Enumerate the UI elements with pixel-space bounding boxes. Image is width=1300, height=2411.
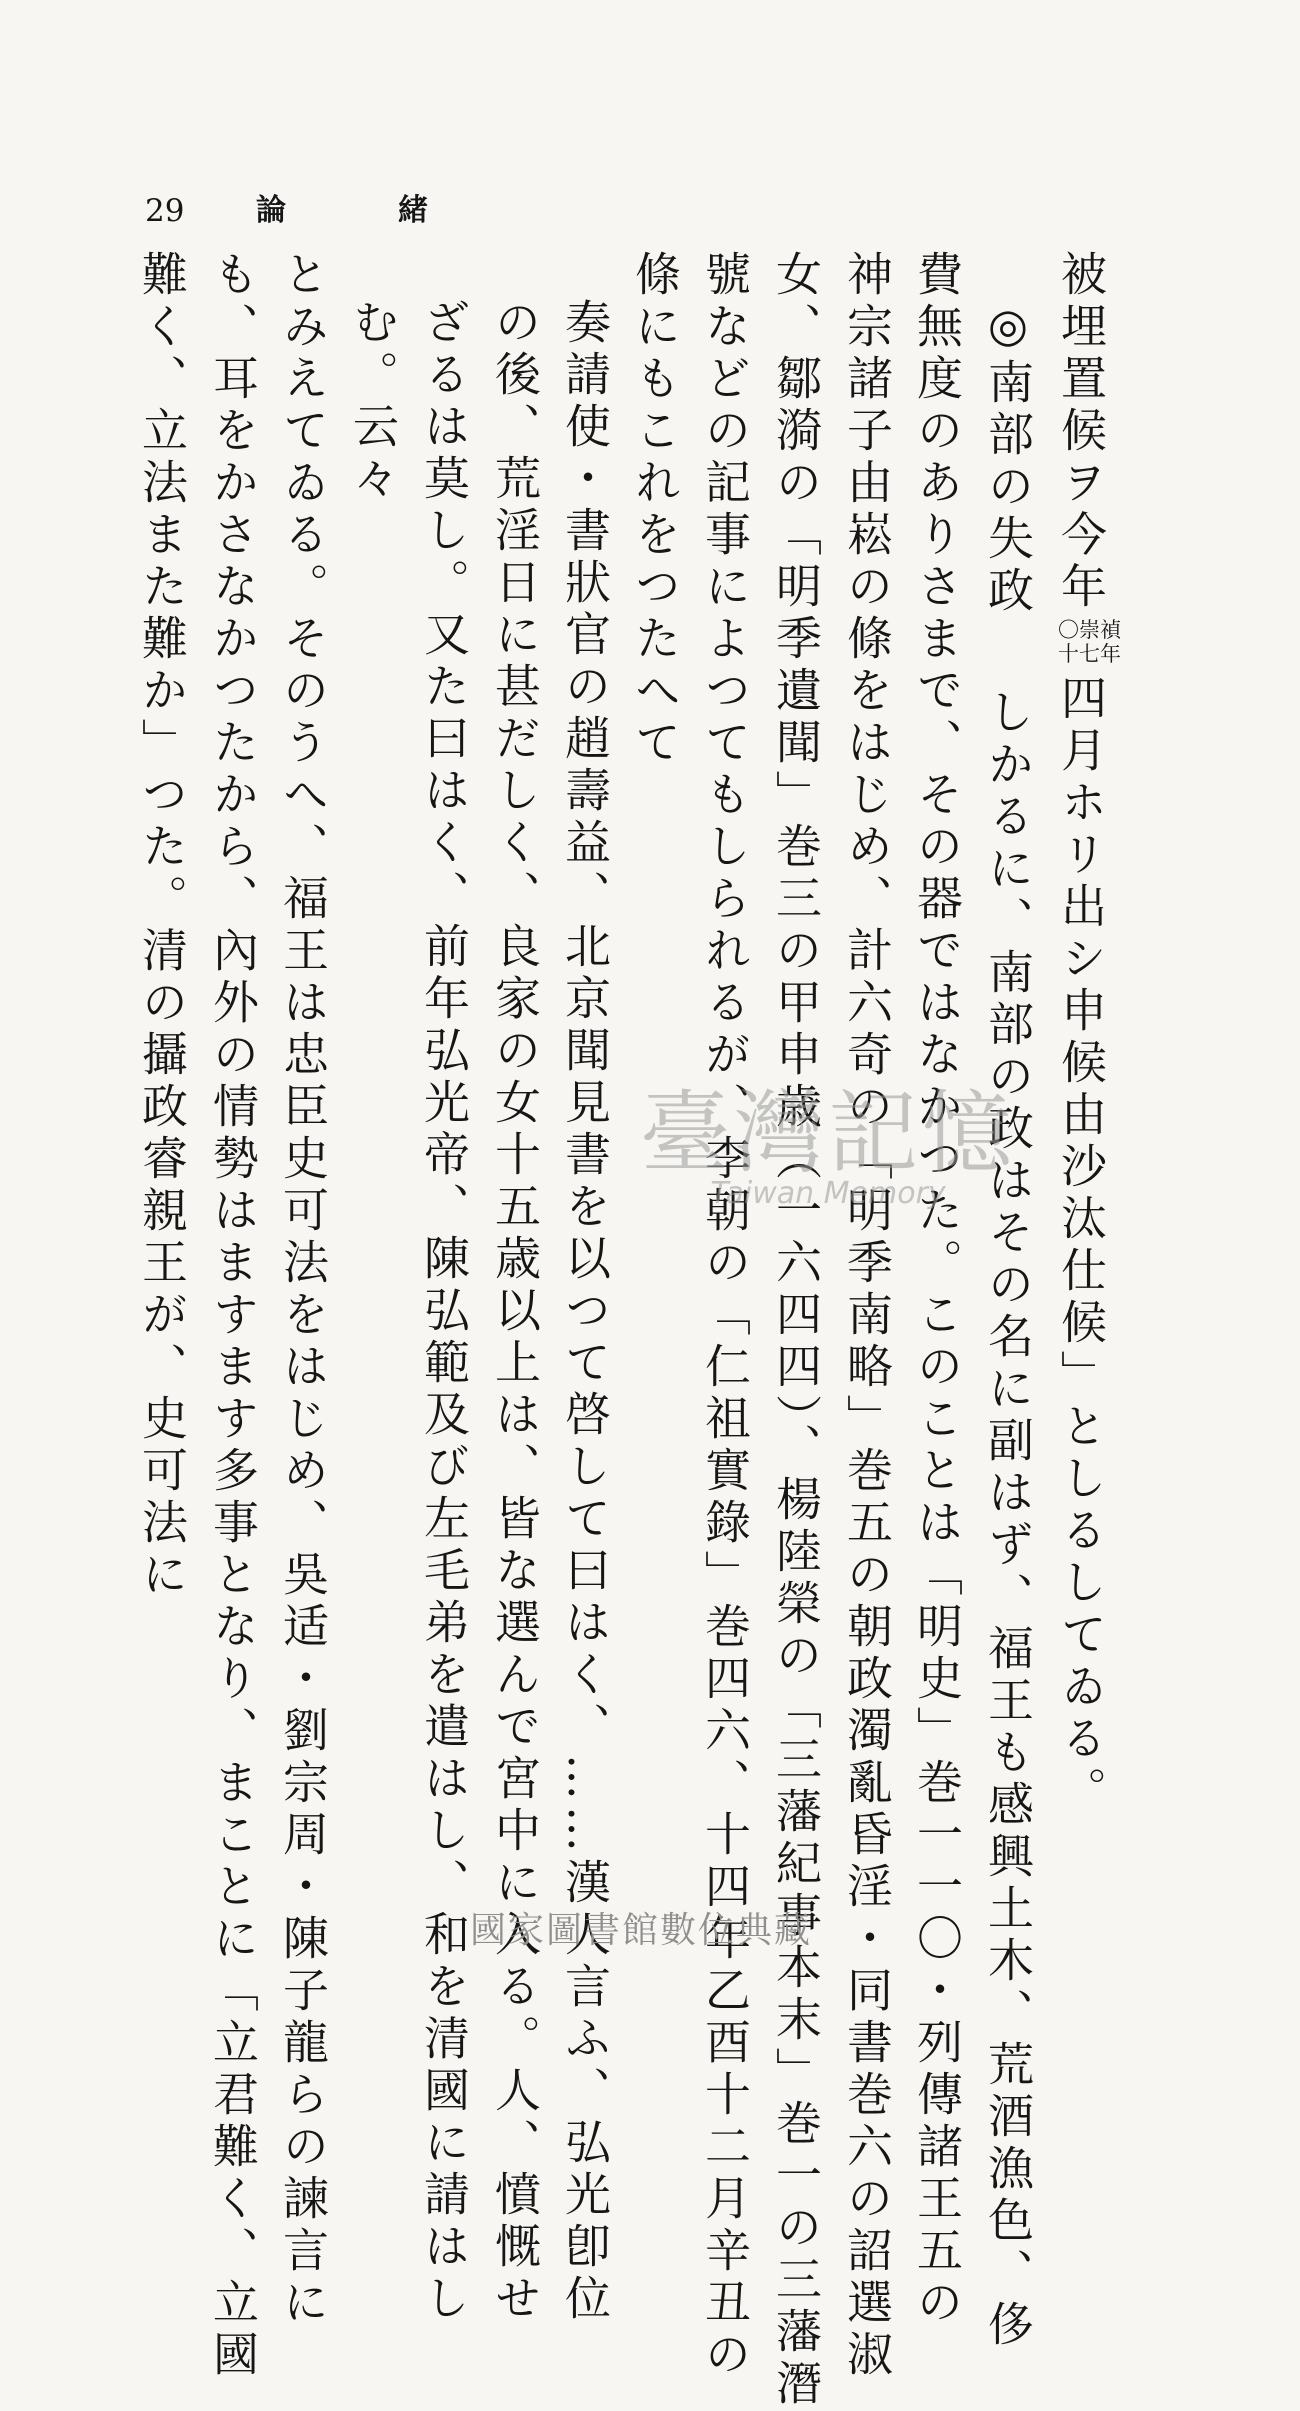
text-column-3: 費無度のありさまで、その器ではなかつた。このことは「明史」巻一一〇・列傳諸王五の bbox=[910, 250, 964, 2330]
text-column-9: も、耳をかさなかつたから、內外の情勢はますます多事となり、まことに「立君難く、立國 bbox=[206, 250, 260, 2382]
quote-column-3: ざるは莫し。又た曰はく、前年弘光帝、陳弘範及び左毛弟を遣はし、和を清國に請はし bbox=[417, 298, 471, 2326]
date-gloss bbox=[1058, 618, 1121, 666]
text-column-2 bbox=[981, 250, 1035, 2352]
gloss-line-1: 〇崇禎 bbox=[1058, 618, 1121, 642]
watermark bbox=[640, 1060, 1016, 1211]
running-head-char-1: 論 bbox=[256, 193, 286, 228]
quote-column-1: 奏請使・書狀官の趙壽益、北京聞見書を以つて啓して曰はく、……漢人言ふ、弘光卽位 bbox=[558, 298, 612, 2326]
running-head-char-2: 緒 bbox=[398, 193, 428, 228]
text-column-6: 號などの記事によつてもしられるが、李朝の「仁祖實錄」巻四六、十四年乙酉十二月辛丑の bbox=[698, 250, 752, 2382]
text-column-7: 條にもこれをつたへて bbox=[628, 250, 682, 770]
text-column-1 bbox=[1054, 250, 1121, 1818]
column-2-text: しかるに、南部の政はその名に副はず、福王も感興土木、荒酒漁色、侈 bbox=[981, 688, 1035, 2352]
watermark-logo-text: 臺灣記憶 bbox=[640, 1081, 1016, 1186]
text-column-5: 女、鄒漪の「明季遺聞」巻三の甲申歳（一六四四）、楊陸榮の「三藩紀事本末」巻一の三藩潛 bbox=[769, 250, 823, 2411]
gloss-line-2: 十七年 bbox=[1058, 642, 1121, 666]
column-1-part-b: 四月ホリ出シ申候由沙汰仕候」としるしてゐる。 bbox=[1054, 674, 1108, 1818]
archive-credit: 國家圖書館數位典藏 bbox=[470, 1910, 813, 1951]
watermark-subtitle: Taiwan Memory bbox=[710, 1176, 946, 1211]
quote-column-4: む。云々 bbox=[346, 298, 400, 506]
text-column-4: 神宗諸子由崧の條をはじめ、計六奇の「明季南略」巻五の朝政濁亂昏淫・同書巻六の詔選淑 bbox=[840, 250, 894, 2382]
section-heading: ◎南部の失政 bbox=[981, 298, 1035, 618]
text-column-10: 難く、立法また難か」つた。清の攝政睿親王が、史可法に bbox=[135, 250, 189, 1602]
quote-column-2: の後、荒淫日に甚だしく、良家の女十五歳以上は、皆な選んで宮中に入る。人、憤慨せ bbox=[488, 298, 542, 2326]
column-1-part-a: 被埋置候ヲ今年 bbox=[1054, 250, 1108, 614]
text-column-8: とみえてゐる。そのうへ、福王は忠臣史可法をはじめ、吳适・劉宗周・陳子龍らの諫言に bbox=[276, 250, 330, 2330]
page-number: 29 bbox=[145, 193, 185, 229]
